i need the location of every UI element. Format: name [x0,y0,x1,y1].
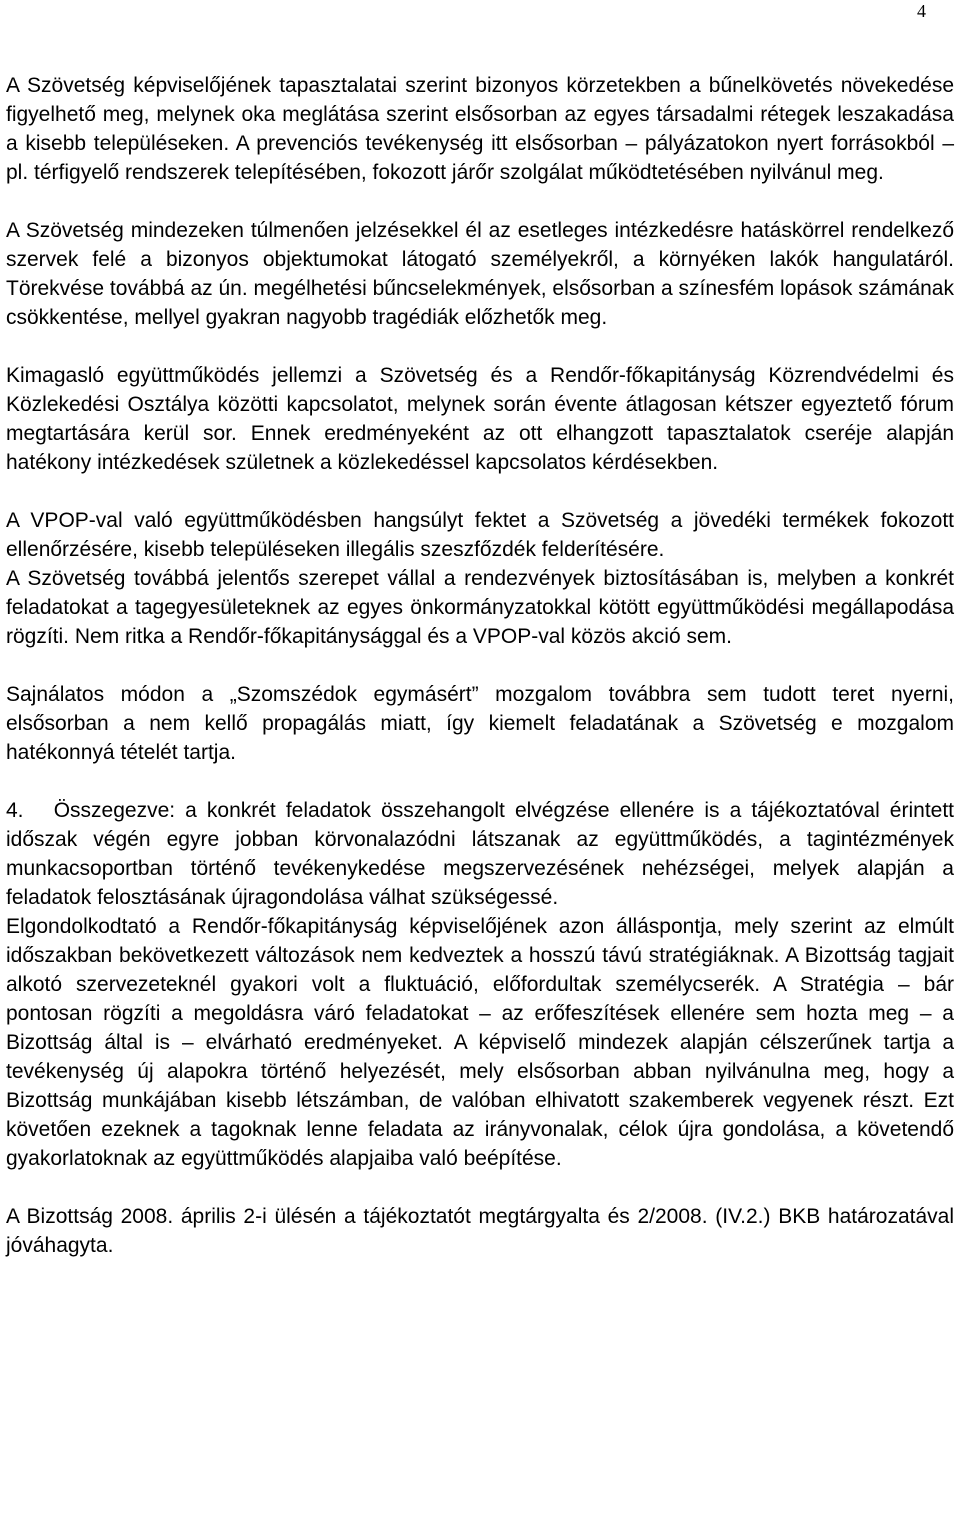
paragraph-vpop-cooperation: A VPOP-val való együttműködésben hangsúlyt fektet a Szövetség a jövedéki termékek fokozott ellenőrzésére, kisebb településeken illegális szeszfőzdék felderítésére. [6,509,954,561]
paragraph-crime-prevention: A Szövetség képviselőjének tapasztalatai szerint bizonyos körzetekben a bűnelkövetés növekedése figyelhető meg, melynek oka meglátása szerint elsősorban az egyes társadalmi rétegek leszakadása a kisebb településeken. A prevenciós tevékenység itt elsősorban – pályázatokon nyert forrásokból – pl. térfigyelő rendszerek telepítésében, fokozott járőr szolgálat működtetésében nyilvánul meg. [6,74,954,184]
paragraph-neighbours-movement: Sajnálatos módon a „Szomszédok egymásért” mozgalom továbbra sem tudott teret nyerni, elsősorban a nem kellő propagálás miatt, így kiemelt feladatának a Szövetség e mozgalom hatékonnyá tételét tartja. [6,683,960,764]
paragraph-police-cooperation: Kimagasló együttműködés jellemzi a Szövetség és a Rendőr-főkapitányság Közrendvédelmi és Közlekedési Osztálya közötti kapcsolatot, melynek során évente átlagosan kétszer egyeztető fórum megtartására kerül sor. Ennek eredményeként az ott elhangzott tapasztalatok cseréje alapján hatékony intézkedések születnek a közlekedéssel kapcsolatos kérdésekben. [6,364,954,474]
document-body [6,71,960,1260]
paragraph-signals-to-authorities: A Szövetség mindezeken túlmenően jelzésekkel él az esetleges intézkedésre hatáskörrel rendelkező szervek felé a bizonyos objektumokat látogató személyekről, a környéken lakók hangulatáról. Törekvése továbbá az ún. megélhetési bűncselekmények, elsősorban a színesfém lopások számának csökkentése, mellyel gyakran nagyobb tragédiák előzhetők meg. [6,219,954,329]
paragraph-summary: 4. Összegezve: a konkrét feladatok összehangolt elvégzése ellenére is a tájékoztatóval érintett időszak végén egyre jobban körvonalazódni látszanak az együttműködés, a tagintézmények munkacsoportban történő tevékenykedése megszervezésének nehézségei, melyek alapján a feladatok felosztásának újragondolása válhat szükségessé. [6,799,960,909]
paragraph-approval: A Bizottság 2008. április 2-i ülésén a tájékoztatót megtárgyalta és 2/2008. (IV.2.) BKB határozatával jóváhagyta. [6,1205,954,1257]
paragraph-event-security: A Szövetség továbbá jelentős szerepet vállal a rendezvények biztosításában is, melyben a konkrét feladatokat a tagegyesületeknek az egyes önkormányzatokkal kötött együttműködési megállapodása rögzíti. Nem ritka a Rendőr-főkapitánysággal és a VPOP-val közös akció sem. [6,567,954,648]
page-number: 4 [917,1,926,21]
paragraph-police-position: Elgondolkodtató a Rendőr-főkapitányság képviselőjének azon álláspontja, mely szerint az elmúlt időszakban bekövetkezett változások nem kedveztek a hosszú távú stratégiáknak. A Bizottság tagjait alkotó szervezeteknél gyakori volt a fluktuáció, előfordultak személycserék. A Stratégia – bár pontosan rögzíti a megoldásra váró feladatokat – az erőfeszítések ellenére sem hozta meg – a Bizottság által is – elvárható eredményeket. A képviselő mindezek alapján célszerűnek tartja a tevékenység új alapokra történő helyezését, mely elsősorban abban nyilvánulna meg, hogy a Bizottság munkájában kisebb létszámban, de valóban elhivatott szakemberek vegyenek részt. Ezt követően ezeknek a tagoknak lenne feladata az irányvonalak, célok újra gondolása, a követendő gyakorlatoknak az együttműködés alapjaiba való beépítése. [6,915,954,1170]
